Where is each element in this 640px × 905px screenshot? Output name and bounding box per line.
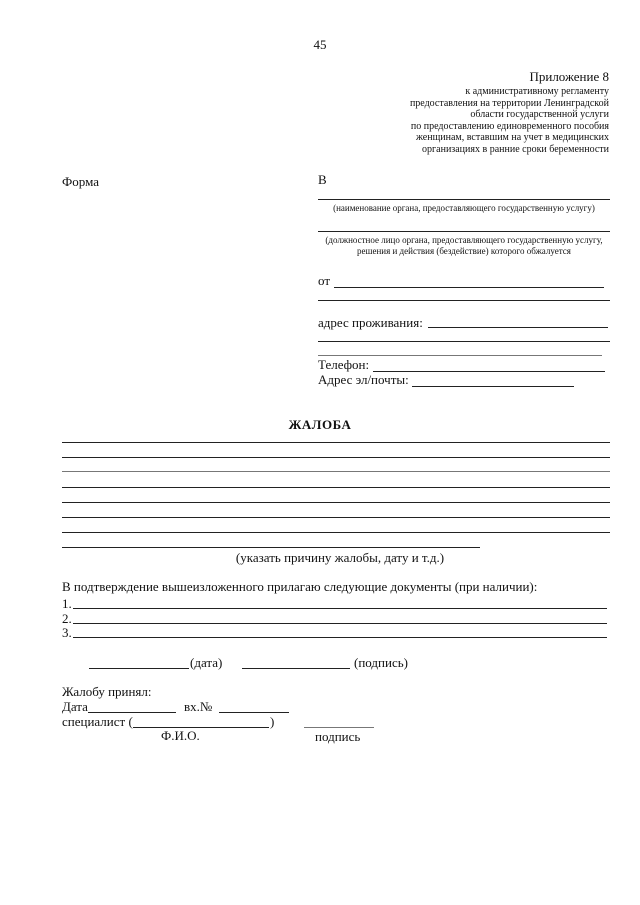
organ-caption: (наименование органа, предоставляющего государственную услугу) <box>333 203 595 213</box>
specialist-signature-field[interactable] <box>304 727 374 728</box>
address-label: адрес проживания: <box>318 315 423 330</box>
specialist-name-field[interactable] <box>133 727 269 728</box>
attachment-field[interactable] <box>73 623 607 624</box>
appendix-line: по предоставлению единовременного пособия <box>410 120 609 132</box>
from-field[interactable] <box>334 287 604 288</box>
incoming-number-label: вх.№ <box>184 699 213 714</box>
complaint-text-line[interactable] <box>62 517 610 518</box>
specialist-close-paren: ) <box>270 714 275 729</box>
official-field[interactable] <box>318 231 610 232</box>
fio-caption: Ф.И.О. <box>161 728 200 743</box>
acceptance-date-label: Дата <box>62 699 88 714</box>
appendix-line: женщинам, вставшим на учет в медицинских <box>416 132 609 143</box>
address-field-extra[interactable] <box>318 355 602 356</box>
accepted-label: Жалобу принял: <box>62 684 152 699</box>
complaint-text-line[interactable] <box>62 442 610 443</box>
phone-label: Телефон: <box>318 357 370 372</box>
official-caption: (должностное лицо органа, предоставляющего государственную услугу, решения и действия (бездействие) которого обжалуется <box>325 235 603 256</box>
acceptance-date-field[interactable] <box>88 712 176 713</box>
attachments-intro: В подтверждение вышеизложенного прилагаю следующие документы (при наличии): <box>62 579 538 594</box>
complaint-text-line[interactable] <box>62 471 610 472</box>
email-label: Адрес эл/почты: <box>318 372 409 387</box>
date-field[interactable] <box>89 668 189 669</box>
complaint-text-line[interactable] <box>62 547 480 548</box>
address-field[interactable] <box>428 327 608 328</box>
complaint-text-line[interactable] <box>62 487 610 488</box>
address-field-continued[interactable] <box>318 341 610 342</box>
complaint-text-line[interactable] <box>62 532 610 533</box>
appendix-description <box>309 86 609 155</box>
appendix-title: Приложение 8 <box>529 69 609 84</box>
from-field-continued[interactable] <box>318 300 610 301</box>
appendix-line: предоставления на территории Ленинградской <box>409 97 609 109</box>
email-field[interactable] <box>412 386 574 387</box>
attachment-field[interactable] <box>73 637 607 638</box>
signature-caption: (подпись) <box>354 655 408 670</box>
appendix-line: к административному регламенту <box>465 86 609 97</box>
date-caption: (дата) <box>190 655 223 670</box>
appendix-line: области государственной услуги <box>470 109 609 120</box>
from-label: от <box>318 273 331 288</box>
complaint-text-line[interactable] <box>62 502 610 503</box>
complaint-title: ЖАЛОБА <box>288 417 352 432</box>
specialist-label: специалист ( <box>62 714 133 729</box>
signature-field[interactable] <box>242 668 350 669</box>
attachment-number: 3. <box>62 625 72 640</box>
attachment-field[interactable] <box>73 608 607 609</box>
attachment-number: 1. <box>62 596 72 611</box>
appendix-line: организациях в ранние сроки беременности <box>422 143 609 155</box>
attachment-number: 2. <box>62 611 72 626</box>
page-number: 45 <box>313 37 327 52</box>
specialist-signature-caption: подпись <box>315 729 361 744</box>
incoming-number-field[interactable] <box>219 712 289 713</box>
complaint-text-line[interactable] <box>62 457 610 458</box>
organ-name-field[interactable] <box>318 199 610 200</box>
reason-hint: (указать причину жалобы, дату и т.д.) <box>235 550 445 565</box>
recipient-to-label: В <box>318 172 327 187</box>
form-label: Форма <box>62 174 99 189</box>
